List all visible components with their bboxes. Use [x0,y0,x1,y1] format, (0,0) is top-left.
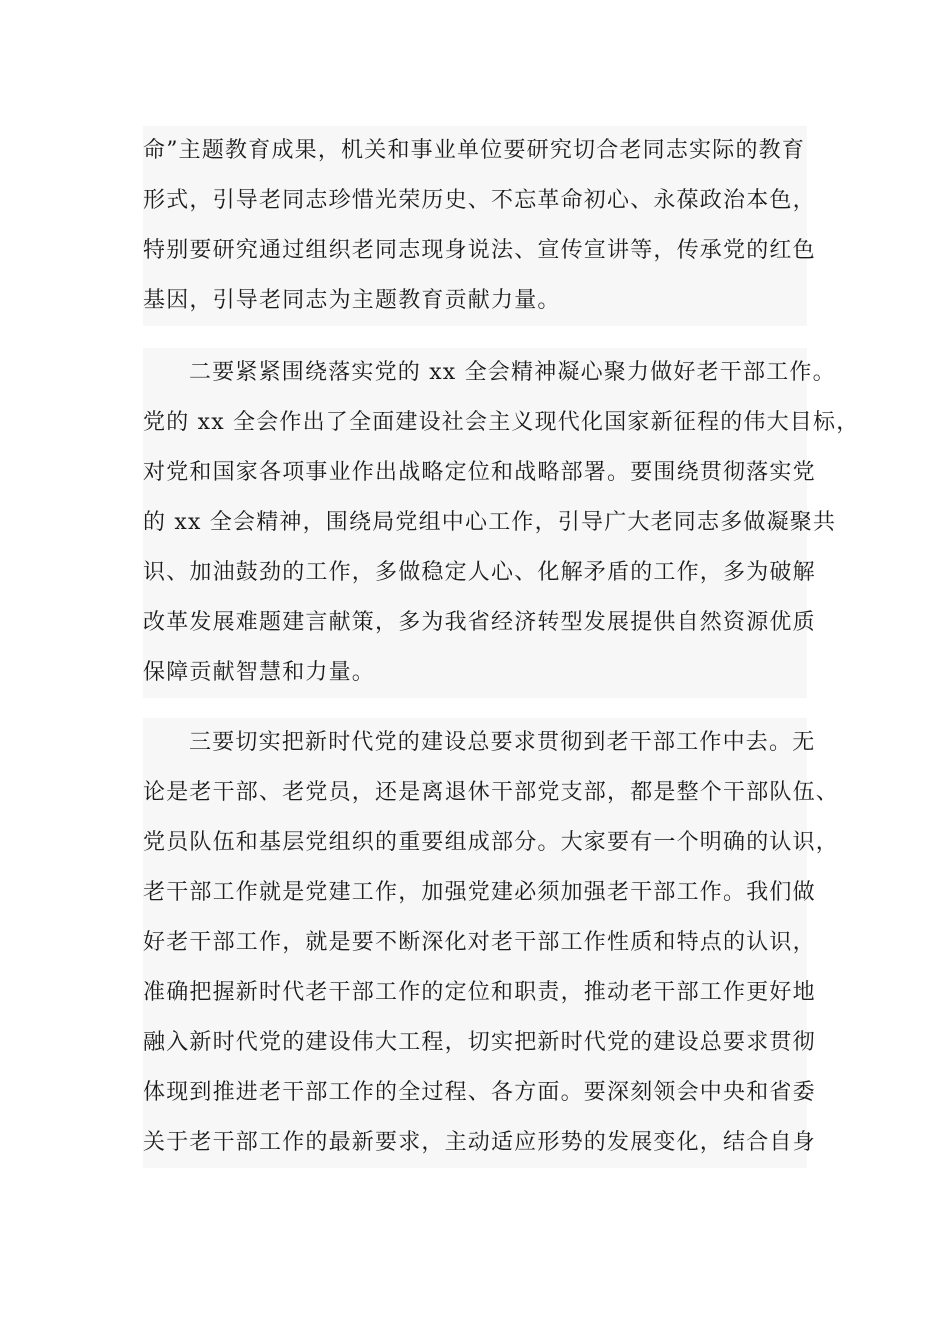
paragraph-3 [143,718,840,1168]
paragraph-line: 老干部工作就是党建工作，加强党建必须加强老干部工作。我们做 [143,880,816,905]
paragraph-line: 改革发展难题建言献策，多为我省经济转型发展提供自然资源优质 [143,610,816,635]
paragraph-2 [143,348,860,698]
paragraph-line: 关于老干部工作的最新要求，主动适应形势的发展变化，结合自身 [143,1130,816,1155]
paragraph-line: 的 xx 全会精神，围绕局党组中心工作，引导广大老同志多做凝聚共 [143,510,837,535]
paragraph-line: 党的 xx 全会作出了全面建设社会主义现代化国家新征程的伟大目标， [143,410,860,435]
paragraph-line: 党员队伍和基层党组织的重要组成部分。大家要有一个明确的认识， [143,830,840,855]
paragraph-line: 基因，引导老同志为主题教育贡献力量。 [143,288,561,313]
paragraph-line: 准确把握新时代老干部工作的定位和职责，推动老干部工作更好地 [143,980,816,1005]
paragraph-line: 命”主题教育成果，机关和事业单位要研究切合老同志实际的教育 [143,138,806,163]
paragraph-1 [143,126,816,326]
paragraph-line: 三要切实把新时代党的建设总要求贯彻到老干部工作中去。无 [189,730,816,755]
paragraph-line: 体现到推进老干部工作的全过程、各方面。要深刻领会中央和省委 [143,1080,816,1105]
paragraph-line: 形式，引导老同志珍惜光荣历史、不忘革命初心、永葆政治本色， [143,188,816,213]
paragraph-line: 二要紧紧围绕落实党的 xx 全会精神凝心聚力做好老干部工作。 [189,360,836,385]
paragraph-line: 对党和国家各项事业作出战略定位和战略部署。要围绕贯彻落实党 [143,460,816,485]
paragraph-line: 融入新时代党的建设伟大工程，切实把新时代党的建设总要求贯彻 [143,1030,816,1055]
paragraph-line: 好老干部工作，就是要不断深化对老干部工作性质和特点的认识， [143,930,816,955]
paragraph-line: 论是老干部、老党员，还是离退休干部党支部，都是整个干部队伍、 [143,780,840,805]
paragraph-line: 特别要研究通过组织老同志现身说法、宣传宣讲等，传承党的红色 [143,238,816,263]
paragraph-line: 识、加油鼓劲的工作，多做稳定人心、化解矛盾的工作，多为破解 [143,560,816,585]
paragraph-line: 保障贡献智慧和力量。 [143,660,376,685]
